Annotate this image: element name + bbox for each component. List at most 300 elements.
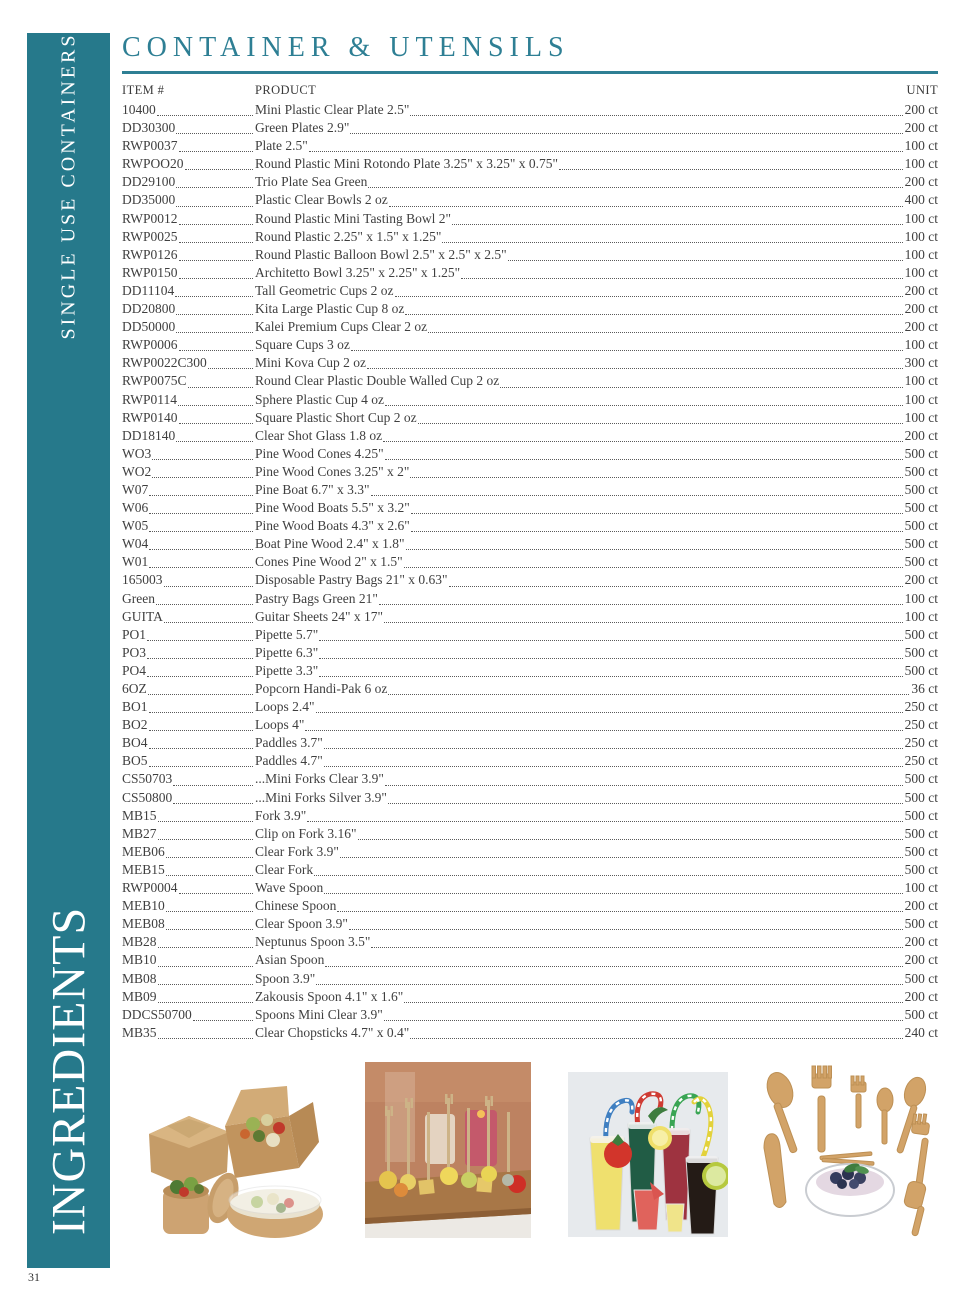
item-number: MEB08 bbox=[122, 916, 165, 932]
item-number: MB15 bbox=[122, 807, 157, 823]
leader-dots bbox=[175, 173, 255, 191]
table-row bbox=[122, 807, 938, 825]
table-row bbox=[122, 861, 938, 879]
item-cell bbox=[122, 445, 255, 463]
leader-dots bbox=[178, 264, 255, 282]
item-number: RWP0012 bbox=[122, 210, 178, 226]
product-name: ...Mini Forks Silver 3.9" bbox=[255, 789, 387, 805]
item-cell bbox=[122, 463, 255, 481]
leader-dots bbox=[165, 843, 255, 861]
item-number: RWP0150 bbox=[122, 264, 178, 280]
leader-dots bbox=[157, 807, 255, 825]
unit-count: 250 ct bbox=[904, 699, 938, 715]
table-row bbox=[122, 698, 938, 716]
leader-dots bbox=[383, 608, 905, 626]
item-number: 6OZ bbox=[122, 681, 147, 696]
leader-dots bbox=[147, 680, 255, 698]
item-number: BO1 bbox=[122, 699, 148, 715]
leader-dots bbox=[306, 807, 904, 825]
leader-dots bbox=[382, 427, 905, 445]
item-number: MB27 bbox=[122, 825, 157, 841]
item-cell bbox=[122, 571, 255, 589]
item-cell bbox=[122, 825, 255, 843]
product-name: Paddles 3.7" bbox=[255, 735, 323, 751]
table-row bbox=[122, 191, 938, 209]
unit-count: 100 ct bbox=[904, 264, 938, 280]
unit-count: 200 ct bbox=[904, 282, 938, 298]
leader-dots bbox=[165, 897, 255, 915]
product-name: Round Plastic 2.25" x 1.5" x 1.25" bbox=[255, 228, 442, 244]
unit-count: 100 ct bbox=[904, 373, 938, 389]
unit-count: 500 ct bbox=[904, 825, 938, 841]
item-cell bbox=[122, 553, 255, 571]
product-name: Mini Plastic Clear Plate 2.5" bbox=[255, 102, 410, 117]
item-cell bbox=[122, 662, 255, 680]
unit-count: 500 ct bbox=[904, 789, 938, 805]
table-row bbox=[122, 336, 938, 354]
item-cell bbox=[122, 843, 255, 861]
unit-count: 500 ct bbox=[904, 970, 938, 986]
item-cell bbox=[122, 427, 255, 445]
item-number: 165003 bbox=[122, 572, 163, 588]
product-name: Kita Large Plastic Cup 8 oz bbox=[255, 301, 405, 317]
item-number: RWP0006 bbox=[122, 337, 178, 353]
table-row bbox=[122, 246, 938, 264]
leader-dots bbox=[157, 1024, 255, 1042]
leader-dots bbox=[148, 517, 255, 535]
leader-dots bbox=[155, 590, 255, 608]
item-cell bbox=[122, 915, 255, 933]
table-row bbox=[122, 517, 938, 535]
leader-dots bbox=[148, 553, 255, 571]
leader-dots bbox=[324, 951, 904, 969]
unit-count: 200 ct bbox=[904, 572, 938, 588]
table-row bbox=[122, 608, 938, 626]
leader-dots bbox=[404, 300, 904, 318]
table-row bbox=[122, 481, 938, 499]
item-number: RWP0075C bbox=[122, 373, 187, 389]
item-cell bbox=[122, 789, 255, 807]
item-number: PO4 bbox=[122, 662, 147, 678]
product-name: Spoon 3.9" bbox=[255, 970, 316, 986]
table-row bbox=[122, 372, 938, 390]
leader-dots bbox=[370, 481, 905, 499]
table-row bbox=[122, 680, 938, 698]
leader-dots bbox=[403, 988, 904, 1006]
product-name: Plate 2.5" bbox=[255, 138, 308, 154]
item-number: W01 bbox=[122, 554, 149, 570]
leader-dots bbox=[339, 843, 905, 861]
item-number: DD29100 bbox=[122, 174, 176, 190]
table-row bbox=[122, 915, 938, 933]
item-cell bbox=[122, 608, 255, 626]
leader-dots bbox=[172, 789, 255, 807]
table-header bbox=[122, 82, 938, 99]
item-cell bbox=[122, 535, 255, 553]
leader-dots bbox=[178, 210, 255, 228]
unit-count: 500 ct bbox=[904, 463, 938, 479]
unit-count: 500 ct bbox=[904, 500, 938, 516]
item-cell bbox=[122, 517, 255, 535]
leader-dots bbox=[403, 553, 905, 571]
column-header-unit: UNIT bbox=[906, 83, 938, 97]
item-cell bbox=[122, 933, 255, 951]
leader-dots bbox=[146, 626, 255, 644]
leader-dots bbox=[148, 698, 255, 716]
unit-count: 300 ct bbox=[904, 355, 938, 371]
leader-dots bbox=[313, 861, 905, 879]
table-row bbox=[122, 173, 938, 191]
leader-dots bbox=[388, 191, 905, 209]
leader-dots bbox=[410, 499, 905, 517]
leader-dots bbox=[151, 445, 255, 463]
table-row bbox=[122, 409, 938, 427]
leader-dots bbox=[315, 698, 905, 716]
leader-dots bbox=[318, 644, 904, 662]
product-name: Loops 2.4" bbox=[255, 699, 315, 715]
leader-dots bbox=[323, 734, 905, 752]
item-cell bbox=[122, 155, 255, 173]
product-name: Clear Fork 3.9" bbox=[255, 843, 339, 859]
photo-wooden-cutlery bbox=[748, 1062, 940, 1240]
unit-count: 500 ct bbox=[904, 445, 938, 461]
leader-dots bbox=[148, 499, 255, 517]
leader-dots bbox=[384, 445, 905, 463]
leader-dots bbox=[156, 101, 255, 119]
leader-dots bbox=[184, 155, 255, 173]
item-cell bbox=[122, 626, 255, 644]
leader-dots bbox=[207, 354, 255, 372]
table-row bbox=[122, 210, 938, 228]
product-name: Pine Boat 6.7" x 3.3" bbox=[255, 481, 370, 497]
leader-dots bbox=[175, 427, 255, 445]
unit-count: 100 ct bbox=[904, 228, 938, 244]
item-cell bbox=[122, 951, 255, 969]
item-number: PO3 bbox=[122, 644, 147, 660]
item-number: GUITA bbox=[122, 608, 163, 624]
item-cell bbox=[122, 101, 255, 119]
product-name: Pine Wood Boats 4.3" x 2.6" bbox=[255, 518, 410, 534]
unit-count: 500 ct bbox=[904, 536, 938, 552]
unit-count: 36 ct bbox=[911, 681, 938, 696]
leader-dots bbox=[163, 608, 255, 626]
item-number: RWP0022C300 bbox=[122, 355, 207, 371]
table-row bbox=[122, 354, 938, 372]
unit-count: 100 ct bbox=[904, 391, 938, 407]
table-row bbox=[122, 318, 938, 336]
unit-count: 100 ct bbox=[904, 409, 938, 425]
item-number: DD30300 bbox=[122, 120, 176, 136]
item-cell bbox=[122, 680, 255, 698]
leader-dots bbox=[417, 409, 905, 427]
item-number: DD11104 bbox=[122, 282, 175, 298]
unit-count: 200 ct bbox=[904, 988, 938, 1004]
product-name: Boat Pine Wood 2.4" x 1.8" bbox=[255, 536, 405, 552]
unit-count: 200 ct bbox=[904, 102, 938, 117]
item-cell bbox=[122, 698, 255, 716]
photo-appetizer-picks bbox=[365, 1062, 531, 1238]
item-cell bbox=[122, 409, 255, 427]
leader-dots bbox=[157, 951, 255, 969]
table-row bbox=[122, 590, 938, 608]
leader-dots bbox=[146, 644, 255, 662]
unit-count: 500 ct bbox=[904, 807, 938, 823]
product-name: Disposable Pastry Bags 21" x 0.63" bbox=[255, 572, 448, 588]
table-row bbox=[122, 951, 938, 969]
leader-dots bbox=[157, 988, 255, 1006]
product-name: Round Clear Plastic Double Walled Cup 2 oz bbox=[255, 373, 500, 389]
leader-dots bbox=[507, 246, 905, 264]
leader-dots bbox=[165, 915, 255, 933]
item-cell bbox=[122, 173, 255, 191]
unit-count: 200 ct bbox=[904, 301, 938, 317]
item-cell bbox=[122, 481, 255, 499]
unit-count: 240 ct bbox=[904, 1024, 938, 1040]
table-row bbox=[122, 137, 938, 155]
product-name: Trio Plate Sea Green bbox=[255, 174, 368, 190]
item-cell bbox=[122, 119, 255, 137]
leader-dots bbox=[323, 752, 905, 770]
table-row bbox=[122, 391, 938, 409]
leader-dots bbox=[148, 752, 255, 770]
product-table bbox=[122, 101, 938, 1042]
item-cell bbox=[122, 137, 255, 155]
leader-dots bbox=[441, 228, 904, 246]
leader-dots bbox=[187, 372, 255, 390]
product-name: Neptunus Spoon 3.5" bbox=[255, 934, 371, 950]
leader-dots bbox=[460, 264, 904, 282]
leader-dots bbox=[387, 680, 911, 698]
item-cell bbox=[122, 228, 255, 246]
unit-count: 200 ct bbox=[904, 952, 938, 968]
unit-count: 100 ct bbox=[904, 156, 938, 172]
item-number: CS50800 bbox=[122, 789, 173, 805]
unit-count: 100 ct bbox=[904, 608, 938, 624]
item-cell bbox=[122, 1024, 255, 1042]
leader-dots bbox=[384, 770, 905, 788]
table-row bbox=[122, 535, 938, 553]
product-name: Round Plastic Balloon Bowl 2.5" x 2.5" x 2.5" bbox=[255, 246, 507, 262]
leader-dots bbox=[318, 662, 904, 680]
product-name: Clear Shot Glass 1.8 oz bbox=[255, 427, 383, 443]
unit-count: 200 ct bbox=[904, 319, 938, 335]
leader-dots bbox=[427, 318, 905, 336]
leader-dots bbox=[409, 1024, 904, 1042]
leader-dots bbox=[384, 391, 905, 409]
leader-dots bbox=[178, 336, 255, 354]
unit-count: 500 ct bbox=[904, 1006, 938, 1022]
leader-dots bbox=[448, 571, 905, 589]
leader-dots bbox=[178, 246, 255, 264]
leader-dots bbox=[148, 535, 255, 553]
item-number: RWP0025 bbox=[122, 228, 178, 244]
leader-dots bbox=[175, 191, 255, 209]
product-name: Pastry Bags Green 21" bbox=[255, 590, 378, 606]
wooden-cutlery-illustration bbox=[748, 1062, 940, 1240]
table-row bbox=[122, 770, 938, 788]
main-content bbox=[122, 31, 938, 1042]
item-number: MB35 bbox=[122, 1024, 157, 1040]
item-number: MB09 bbox=[122, 988, 157, 1004]
table-row bbox=[122, 879, 938, 897]
item-cell bbox=[122, 861, 255, 879]
unit-count: 500 ct bbox=[904, 626, 938, 642]
table-row bbox=[122, 970, 938, 988]
item-cell bbox=[122, 897, 255, 915]
leader-dots bbox=[174, 282, 255, 300]
product-name: Tall Geometric Cups 2 oz bbox=[255, 282, 394, 298]
table-row bbox=[122, 499, 938, 517]
column-header-item: ITEM # bbox=[122, 83, 165, 97]
item-number: W05 bbox=[122, 518, 149, 534]
item-number: CS50703 bbox=[122, 771, 173, 787]
product-name: Pine Wood Boats 5.5" x 3.2" bbox=[255, 500, 410, 516]
item-cell bbox=[122, 752, 255, 770]
table-row bbox=[122, 155, 938, 173]
product-name: Pine Wood Cones 4.25" bbox=[255, 445, 384, 461]
product-name: ...Mini Forks Clear 3.9" bbox=[255, 771, 384, 787]
product-name: Clip on Fork 3.16" bbox=[255, 825, 357, 841]
table-row bbox=[122, 445, 938, 463]
photo-plastic-cups-drinks bbox=[568, 1072, 728, 1237]
item-number: DD35000 bbox=[122, 192, 176, 208]
leader-dots bbox=[163, 571, 256, 589]
product-name: Clear Chopsticks 4.7" x 0.4" bbox=[255, 1024, 410, 1040]
item-number: MB08 bbox=[122, 970, 157, 986]
product-name: Sphere Plastic Cup 4 oz bbox=[255, 391, 384, 407]
item-number: BO2 bbox=[122, 717, 148, 733]
leader-dots bbox=[178, 409, 255, 427]
page-number: 31 bbox=[28, 1270, 40, 1284]
leader-dots bbox=[350, 336, 905, 354]
leader-dots bbox=[157, 970, 255, 988]
unit-count: 250 ct bbox=[904, 735, 938, 751]
unit-count: 500 ct bbox=[904, 916, 938, 932]
item-number: DD18140 bbox=[122, 427, 176, 443]
item-cell bbox=[122, 716, 255, 734]
product-name: Spoons Mini Clear 3.9" bbox=[255, 1006, 383, 1022]
product-name: Paddles 4.7" bbox=[255, 753, 323, 769]
unit-count: 500 ct bbox=[904, 644, 938, 660]
item-number: RWP0114 bbox=[122, 391, 178, 407]
item-cell bbox=[122, 264, 255, 282]
leader-dots bbox=[315, 970, 904, 988]
item-number: DDCS50700 bbox=[122, 1006, 192, 1022]
leader-dots bbox=[409, 101, 904, 119]
unit-count: 200 ct bbox=[904, 174, 938, 190]
product-name: Square Plastic Short Cup 2 oz bbox=[255, 409, 417, 425]
item-cell bbox=[122, 1006, 255, 1024]
leader-dots bbox=[308, 137, 905, 155]
product-name: Square Cups 3 oz bbox=[255, 337, 350, 353]
table-row bbox=[122, 716, 938, 734]
item-cell bbox=[122, 590, 255, 608]
leader-dots bbox=[387, 789, 905, 807]
item-cell bbox=[122, 372, 255, 390]
leader-dots bbox=[192, 1006, 255, 1024]
product-name: Pine Wood Cones 3.25" x 2" bbox=[255, 463, 410, 479]
leader-dots bbox=[177, 391, 255, 409]
item-number: MEB15 bbox=[122, 861, 165, 877]
leader-dots bbox=[357, 825, 905, 843]
item-number: W06 bbox=[122, 500, 149, 516]
leader-dots bbox=[336, 897, 904, 915]
leader-dots bbox=[323, 879, 904, 897]
leader-dots bbox=[367, 173, 904, 191]
leader-dots bbox=[175, 300, 255, 318]
leader-dots bbox=[349, 119, 904, 137]
item-cell bbox=[122, 318, 255, 336]
unit-count: 500 ct bbox=[904, 554, 938, 570]
item-cell bbox=[122, 300, 255, 318]
item-number: BO5 bbox=[122, 753, 148, 769]
leader-dots bbox=[172, 770, 255, 788]
drinks-illustration bbox=[568, 1072, 728, 1237]
leader-dots bbox=[148, 716, 255, 734]
product-name: Asian Spoon bbox=[255, 952, 325, 968]
product-name: Guitar Sheets 24" x 17" bbox=[255, 608, 384, 624]
sidebar bbox=[27, 33, 110, 1268]
product-name: Clear Fork bbox=[255, 861, 314, 877]
sidebar-label-single-use-containers: SINGLE USE CONTAINERS bbox=[57, 32, 79, 340]
table-row bbox=[122, 789, 938, 807]
unit-count: 500 ct bbox=[904, 843, 938, 859]
item-number: PO1 bbox=[122, 626, 147, 642]
unit-count: 500 ct bbox=[904, 861, 938, 877]
product-name: Architetto Bowl 3.25" x 2.25" x 1.25" bbox=[255, 264, 461, 280]
leader-dots bbox=[394, 282, 905, 300]
product-name: Pipette 3.3" bbox=[255, 662, 319, 678]
item-number: MB28 bbox=[122, 934, 157, 950]
table-row bbox=[122, 933, 938, 951]
leader-dots bbox=[370, 933, 904, 951]
photo-kraft-takeout-boxes bbox=[137, 1072, 332, 1244]
unit-count: 200 ct bbox=[904, 120, 938, 136]
leader-dots bbox=[405, 535, 905, 553]
leader-dots bbox=[451, 210, 905, 228]
leader-dots bbox=[499, 372, 904, 390]
product-name: Plastic Clear Bowls 2 oz bbox=[255, 192, 388, 208]
item-number: 10400 bbox=[122, 102, 156, 117]
unit-count: 100 ct bbox=[904, 337, 938, 353]
product-name: Zakousis Spoon 4.1" x 1.6" bbox=[255, 988, 404, 1004]
product-name: Popcorn Handi-Pak 6 oz bbox=[255, 681, 388, 696]
table-row bbox=[122, 300, 938, 318]
leader-dots bbox=[148, 481, 255, 499]
unit-count: 100 ct bbox=[904, 880, 938, 896]
leader-dots bbox=[410, 517, 905, 535]
unit-count: 100 ct bbox=[904, 138, 938, 154]
leader-dots bbox=[378, 590, 905, 608]
item-cell bbox=[122, 499, 255, 517]
product-name: Fork 3.9" bbox=[255, 807, 307, 823]
item-cell bbox=[122, 282, 255, 300]
table-row bbox=[122, 644, 938, 662]
item-cell bbox=[122, 246, 255, 264]
item-cell bbox=[122, 210, 255, 228]
product-name: Green Plates 2.9" bbox=[255, 120, 350, 136]
table-row bbox=[122, 1006, 938, 1024]
item-number: DD50000 bbox=[122, 319, 176, 335]
leader-dots bbox=[146, 662, 255, 680]
item-number: BO4 bbox=[122, 735, 148, 751]
column-header-product: PRODUCT bbox=[255, 83, 317, 97]
appetizer-picks-illustration bbox=[365, 1062, 531, 1238]
table-row bbox=[122, 264, 938, 282]
item-cell bbox=[122, 879, 255, 897]
unit-count: 100 ct bbox=[904, 246, 938, 262]
leader-dots bbox=[178, 879, 255, 897]
